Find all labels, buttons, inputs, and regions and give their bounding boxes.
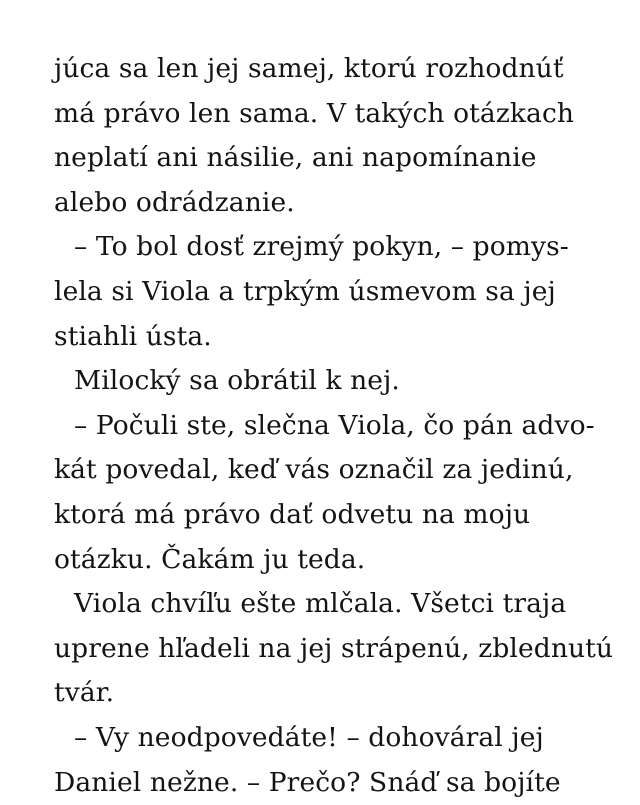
text-line: neplatí ani násilie, ani napomínanie — [54, 136, 594, 181]
text-line: má právo len sama. V takých otázkach — [54, 92, 594, 137]
text-line: Viola chvíľu ešte mlčala. Všetci traja — [54, 582, 594, 627]
text-line: stiahli ústa. — [54, 315, 594, 360]
text-line: tvár. — [54, 671, 594, 716]
text-line: uprene hľadeli na jej strápenú, zblednutú — [54, 627, 594, 672]
text-line: júca sa len jej samej, ktorú rozhodnúť — [54, 47, 594, 92]
text-line: ktorá má právo dať odvetu na moju — [54, 493, 594, 538]
text-line: – Počuli ste, slečna Viola, čo pán advo- — [54, 404, 594, 449]
text-line: kát povedal, keď vás označil za jedinú, — [54, 448, 594, 493]
text-line: – To bol dosť zrejmý pokyn, – pomys- — [54, 225, 594, 270]
text-line: Daniel nežne. – Prečo? Snáď sa bojíte — [54, 761, 594, 805]
book-text — [54, 47, 594, 805]
text-line: alebo odrádzanie. — [54, 181, 594, 226]
text-line: – Vy neodpovedáte! – dohováral jej — [54, 716, 594, 761]
text-line: Milocký sa obrátil k nej. — [54, 359, 594, 404]
text-line: otázku. Čakám ju teda. — [54, 538, 594, 583]
text-line: lela si Viola a trpkým úsmevom sa jej — [54, 270, 594, 315]
